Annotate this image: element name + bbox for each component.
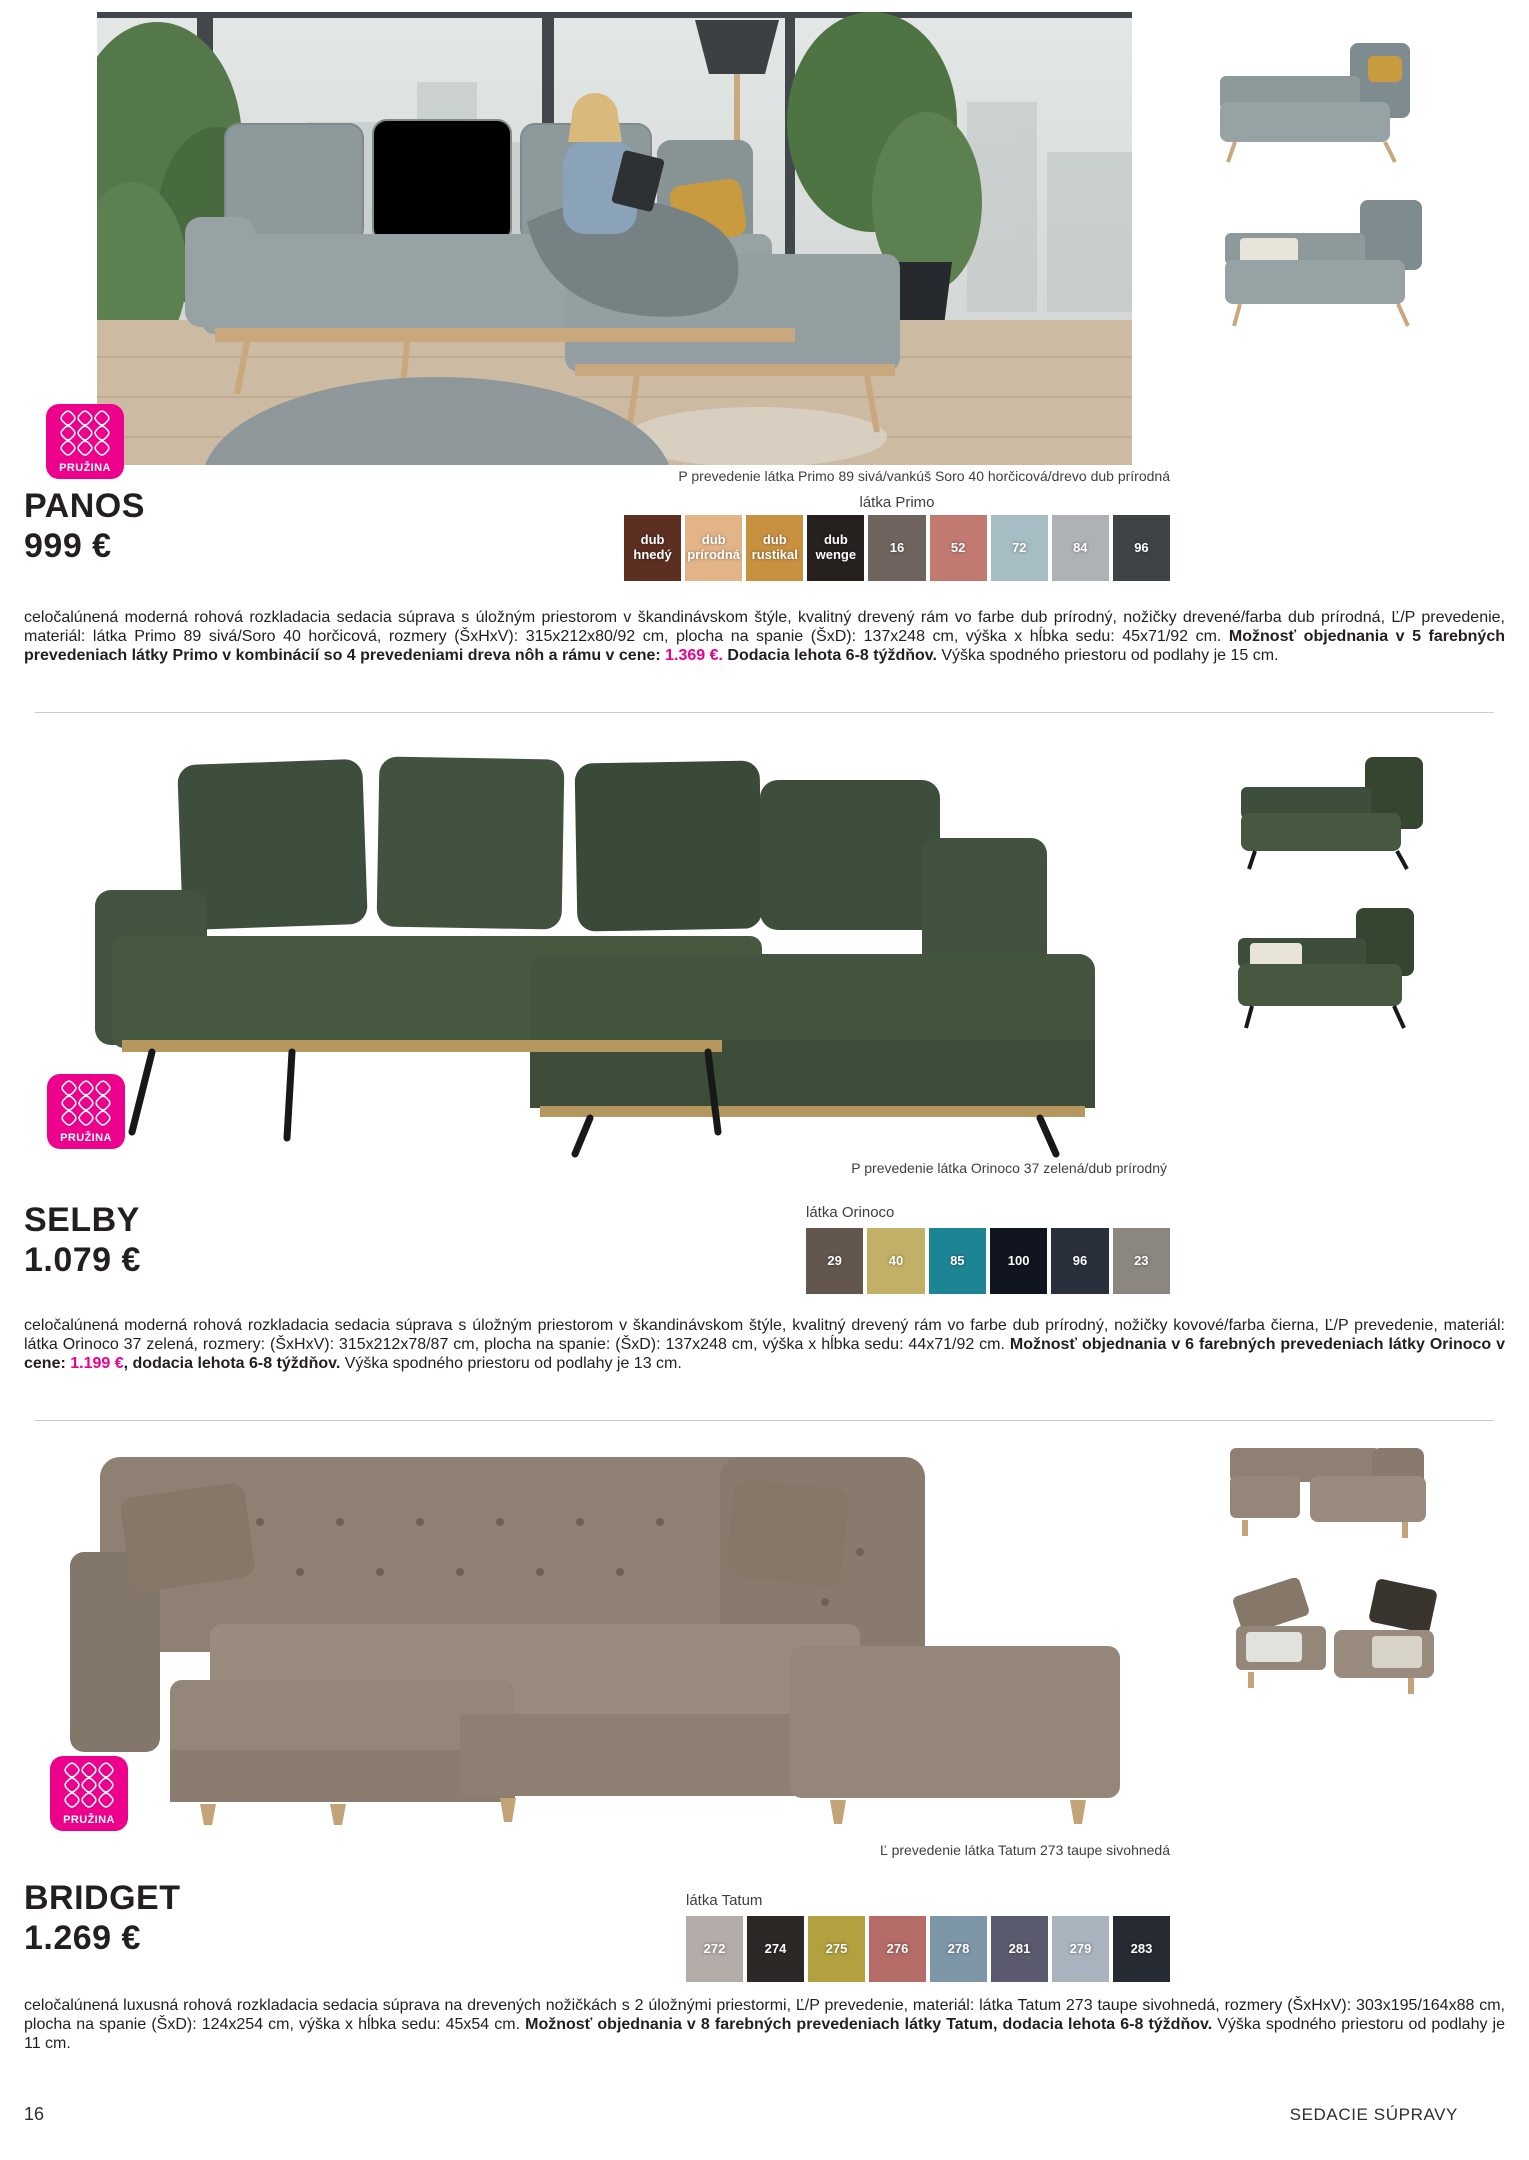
fabric-swatch	[990, 1228, 1047, 1294]
section-divider	[35, 1420, 1494, 1421]
fabric-swatch-label: 85	[950, 1252, 965, 1268]
badge-label: PRUŽINA	[60, 1132, 112, 1144]
fabric-swatch-label: 23	[1134, 1252, 1149, 1268]
spring-pattern-icon	[57, 410, 113, 458]
fabric-swatch	[867, 1228, 924, 1294]
product-price: 1.269 €	[24, 1919, 141, 1957]
green-sofa-illustration	[60, 740, 1160, 1158]
fabric-swatch-label: 283	[1130, 1940, 1153, 1956]
fabric-swatch-label: 274	[764, 1940, 787, 1956]
fabric-swatch	[1052, 1916, 1109, 1982]
page-number: 16	[24, 2104, 45, 2124]
product-description	[24, 1316, 1505, 1373]
fabric-swatch-label: 96	[1072, 1252, 1088, 1268]
bridget-storage-thumbnail	[1222, 1578, 1457, 1706]
fabric-name-label: látka Orinoco	[806, 1204, 895, 1221]
fabric-swatch-label: 100	[1007, 1252, 1030, 1268]
fabric-swatch	[991, 515, 1048, 581]
fabric-swatch	[747, 1916, 804, 1982]
description-run: 1.369 €.	[665, 647, 723, 664]
fabric-swatch-label: 281	[1008, 1940, 1031, 1956]
fabric-swatch-label: 279	[1069, 1940, 1092, 1956]
fabric-swatch-label: dub hnedý	[633, 532, 672, 562]
description-run: Výška spodného priestoru od podlahy je 13 cm.	[340, 1355, 682, 1372]
fabric-swatch	[1051, 1228, 1108, 1294]
bridget-product-photo	[30, 1432, 1175, 1827]
badge-label: PRUŽINA	[63, 1814, 115, 1826]
fabric-swatch	[869, 1916, 926, 1982]
product-name: SELBY	[24, 1201, 140, 1239]
fabric-swatch-label: dub rustikal	[751, 532, 798, 562]
fabric-swatch-label: 29	[827, 1252, 842, 1268]
product-name: BRIDGET	[24, 1879, 181, 1917]
fabric-swatch-label: 40	[888, 1252, 904, 1268]
description-run: Výška spodného priestoru od podlahy je 15 cm.	[936, 647, 1279, 664]
selby-product-photo	[60, 740, 1160, 1158]
fabric-swatch-label: 16	[889, 539, 905, 555]
fabric-swatch-label: 96	[1134, 539, 1149, 555]
photo-caption: P prevedenie látka Orinoco 37 zelená/dub prírodný	[851, 1160, 1167, 1176]
spring-pattern-icon	[61, 1762, 117, 1810]
fabric-swatch	[1052, 515, 1109, 581]
fabric-swatch	[746, 515, 803, 581]
product-name-block	[24, 1200, 141, 1280]
selby-config-thumbnail	[1225, 745, 1455, 873]
product-name-block	[24, 1878, 181, 1958]
pruzina-badge	[46, 404, 124, 479]
fabric-name-label: látka Tatum	[686, 1892, 763, 1909]
fabric-swatch-label: 278	[947, 1940, 970, 1956]
spring-pattern-icon	[58, 1080, 114, 1128]
fabric-swatch-row	[624, 515, 1170, 581]
panos-config-thumbnail	[1200, 28, 1455, 168]
fabric-swatch-label: 272	[703, 1940, 726, 1956]
photo-caption: Ľ prevedenie látka Tatum 273 taupe sivohnedá	[879, 1842, 1170, 1858]
footer-section-title: SEDACIE SÚPRAVY	[1289, 2105, 1458, 2124]
photo-caption: P prevedenie látka Primo 89 sivá/vankúš Soro 40 horčicová/drevo dub prírodná	[678, 468, 1170, 484]
pruzina-badge	[50, 1756, 128, 1831]
description-run: Výška spodného priestoru od podlahy je 11 cm.	[24, 2016, 1506, 2052]
fabric-swatch-row	[806, 1228, 1170, 1294]
fabric-name-label: látka Primo	[859, 494, 935, 511]
panos-unfolded-thumbnail	[1210, 188, 1450, 333]
badge-label: PRUŽINA	[59, 462, 111, 474]
fabric-swatch-label: 276	[886, 1940, 909, 1956]
fabric-swatch-label: 84	[1073, 539, 1088, 555]
fabric-swatch-label: 275	[825, 1940, 848, 1956]
fabric-swatch-label: 52	[950, 539, 966, 555]
description-run: , dodacia lehota 6-8 týždňov.	[123, 1355, 341, 1372]
pruzina-badge	[47, 1074, 125, 1149]
panos-lifestyle-photo	[97, 12, 1132, 465]
fabric-swatch	[686, 1916, 743, 1982]
fabric-swatch	[807, 515, 864, 581]
bridget-config-thumbnail	[1212, 1438, 1457, 1556]
fabric-swatch-label: dub prírodná	[687, 532, 741, 562]
fabric-swatch	[1113, 1916, 1170, 1982]
fabric-swatch-label: dub wenge	[815, 532, 857, 562]
product-description	[24, 1996, 1505, 2053]
fabric-swatch	[868, 515, 925, 581]
fabric-swatch	[1113, 515, 1170, 581]
fabric-swatch	[930, 515, 987, 581]
description-run: celočalúnená luxusná rohová rozkladacia sedacia súprava na drevených nožičkách s 2 úložnými priestormi, Ľ/P prevedenie, materiál: látka Tatum 273 taupe sivohnedá, rozmery (ŠxHxV): 303x195/164x88 cm, plocha na spanie (ŠxD): 124x254 cm, výška x hĺbka sedu: 45x54 cm.	[24, 1997, 1505, 2033]
fabric-swatch	[929, 1228, 986, 1294]
product-name: PANOS	[24, 487, 145, 525]
fabric-swatch	[685, 515, 742, 581]
description-run: celočalúnená moderná rohová rozkladacia sedacia súprava s úložným priestorom v škandinávskom štýle, kvalitný drevený rám vo farbe dub prírodný, nožičky drevené/farba dub prírodná, Ľ/P prevedenie, materiál: látka Primo 89 sivá/Soro 40 horčicová, rozmery (ŠxHxV): 315x212x80/92 cm, plocha na spanie (ŠxD): 137x248 cm, výška x hĺbka sedu: 45x71/92 cm.	[24, 609, 1505, 645]
product-price: 1.079 €	[24, 1241, 141, 1279]
fabric-swatch	[930, 1916, 987, 1982]
description-run: Možnosť objednania v 6 farebných prevedeniach látky Orinoco v cene:	[24, 1336, 1505, 1372]
fabric-swatch	[624, 515, 681, 581]
fabric-swatch	[806, 1228, 863, 1294]
taupe-sofa-illustration	[30, 1432, 1175, 1827]
selby-unfolded-thumbnail	[1224, 898, 1439, 1036]
description-run: celočalúnená moderná rohová rozkladacia sedacia súprava s úložným priestorom v škandinávskom štýle, kvalitný drevený rám vo farbe dub prírodný, nožičky kovové/farba čierna, Ľ/P prevedenie, materiál: látka Orinoco 37 zelená, rozmery: (ŠxHxV): 315x212x78/87 cm, plocha na spanie: (ŠxD): 137x248 cm, výška x hĺbka sedu: 44x71/92 cm.	[24, 1317, 1505, 1353]
fabric-swatch-row	[686, 1916, 1170, 1982]
fabric-swatch	[991, 1916, 1048, 1982]
fabric-swatch-label: 72	[1011, 539, 1027, 555]
product-name-block	[24, 486, 145, 566]
description-run: Možnosť objednania v 8 farebných prevedeniach látky Tatum, dodacia lehota 6-8 týždňov.	[525, 2016, 1213, 2033]
sofa-scene-illustration	[97, 12, 1132, 465]
fabric-swatch	[1113, 1228, 1170, 1294]
section-divider	[35, 712, 1494, 713]
product-price: 999 €	[24, 527, 112, 565]
description-run: Možnosť objednania v 5 farebných prevedeniach látky Primo v kombinácií so 4 prevedeniami dreva nôh a rámu v cene:	[24, 628, 1505, 664]
fabric-swatch	[808, 1916, 865, 1982]
description-run: Dodacia lehota 6-8 týždňov.	[722, 647, 937, 664]
description-run: 1.199 €	[70, 1355, 124, 1372]
product-description	[24, 608, 1505, 665]
